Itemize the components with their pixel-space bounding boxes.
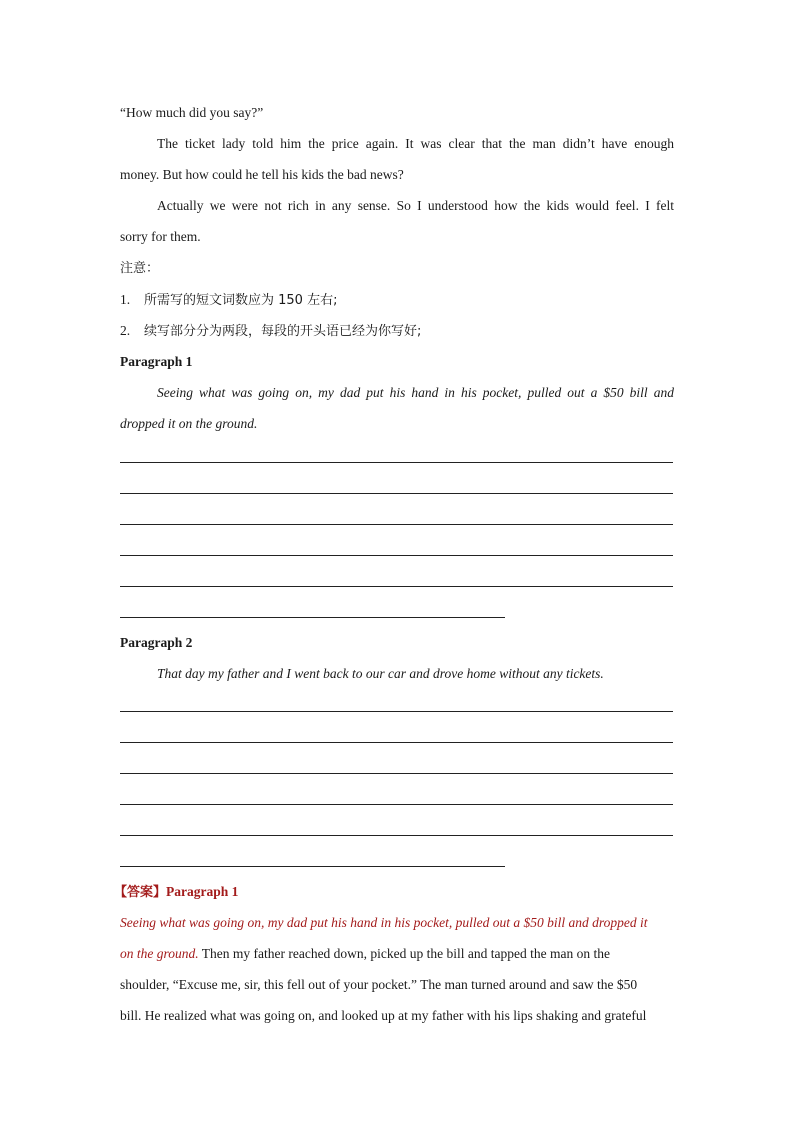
paragraph2-heading: Paragraph 2 [120, 635, 193, 650]
writing-line[interactable] [120, 555, 673, 556]
dialogue-line: “How much did you say?” [120, 105, 264, 120]
answer-line [120, 938, 674, 969]
writing-line[interactable] [120, 773, 673, 774]
story-line: sorry for them. [120, 229, 201, 244]
note-text: 续写部分分为两段，每段的开头语已经为你写好; [144, 324, 422, 339]
writing-line[interactable] [120, 742, 673, 743]
story-line: money. But how could he tell his kids the bad news? [120, 167, 404, 182]
writing-line[interactable] [120, 711, 673, 712]
story-line: The ticket lady told him the price again. It was clear that the man didn’t have enough [157, 136, 674, 151]
writing-line[interactable] [120, 866, 505, 867]
notes-heading: 注意： [120, 261, 160, 276]
writing-line[interactable] [120, 804, 673, 805]
note-item-1 [120, 284, 674, 316]
writing-line[interactable] [120, 835, 673, 836]
writing-line[interactable] [120, 493, 673, 494]
answer-paragraph-heading: Paragraph 1 [166, 884, 239, 899]
story-line: Actually we were not rich in any sense. So I understood how the kids would feel. I felt [157, 198, 674, 213]
paragraph1-heading: Paragraph 1 [120, 354, 193, 369]
answer-label: 【答案】 [114, 885, 167, 900]
answer-line: bill. He realized what was going on, and looked up at my father with his lips shaking and grateful [120, 1008, 647, 1023]
note-number: 2. [120, 323, 131, 338]
answer-heading [114, 876, 668, 908]
answer-line: shoulder, “Excuse me, sir, this fell out of your pocket.” The man turned around and saw the $50 [120, 977, 638, 992]
answer-text: Then my father reached down, picked up the bill and tapped the man on the [198, 946, 610, 961]
writing-line[interactable] [120, 586, 673, 587]
note-number: 1. [120, 292, 131, 307]
paragraph1-opener: dropped it on the ground. [120, 416, 258, 431]
answer-opener-end: on the ground. [120, 946, 199, 961]
writing-line[interactable] [120, 462, 673, 463]
paragraph1-opener: Seeing what was going on, my dad put his hand in his pocket, pulled out a $50 bill and [157, 385, 674, 400]
writing-line[interactable] [120, 524, 673, 525]
writing-line[interactable] [120, 617, 505, 618]
note-item-2 [120, 315, 674, 347]
paragraph2-opener: That day my father and I went back to our car and drove home without any tickets. [157, 666, 604, 681]
note-text: 所需写的短文词数应为 150 左右; [144, 293, 338, 308]
answer-line: Seeing what was going on, my dad put his hand in his pocket, pulled out a $50 bill and dropped it [120, 915, 648, 930]
